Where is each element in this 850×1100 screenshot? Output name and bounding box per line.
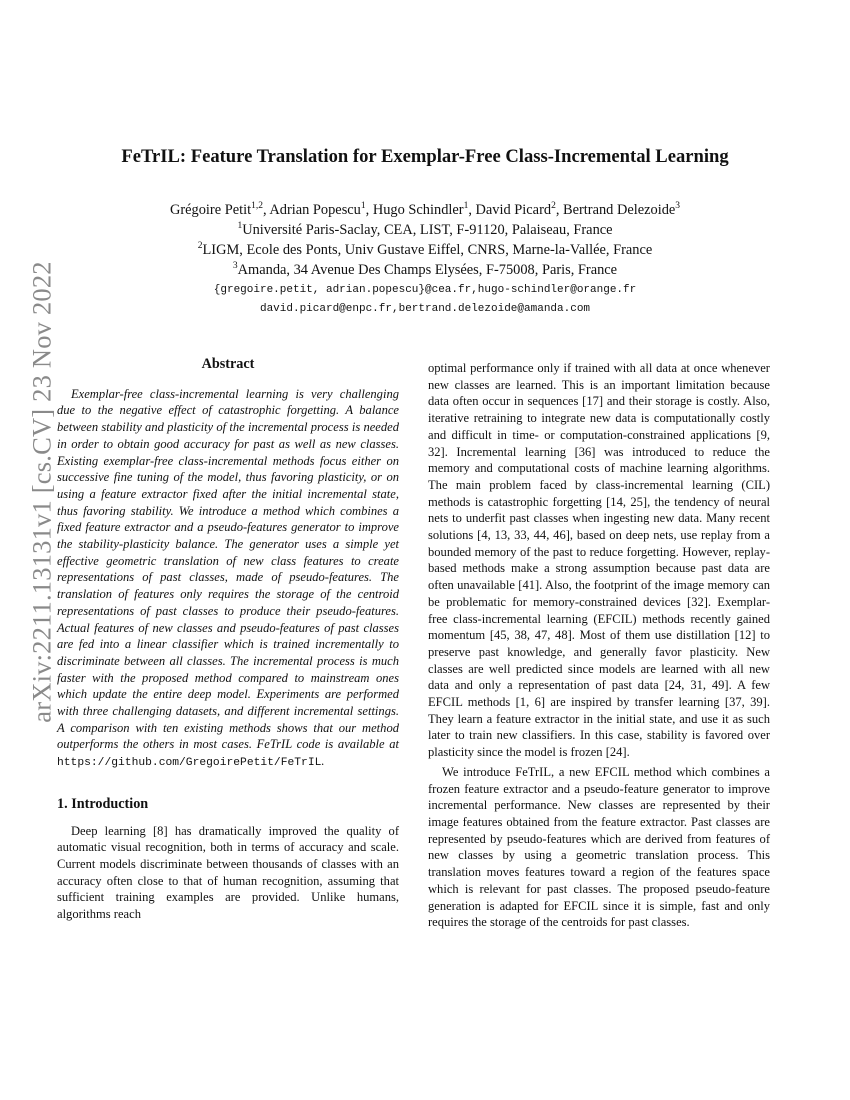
abstract-end: . xyxy=(321,754,325,769)
arxiv-stamp-text: arXiv:2211.13131v1 [cs.CV] 23 Nov 2022 xyxy=(26,261,57,723)
author-list xyxy=(60,200,790,220)
abstract-text xyxy=(57,386,399,772)
introduction-heading: 1. Introduction xyxy=(57,795,149,812)
author-name: , David Picard xyxy=(468,202,552,218)
affiliation-2 xyxy=(60,240,790,260)
affiliation-1 xyxy=(60,220,790,240)
right-column xyxy=(428,360,770,931)
affiliation-mark: 1 xyxy=(237,221,243,232)
email-line: {gregoire.petit, adrian.popescu}@cea.fr,hugo-schindler@orange.fr xyxy=(213,284,637,296)
author-name: , Hugo Schindler xyxy=(365,202,464,218)
author-affiliation-mark: 1 xyxy=(463,201,469,212)
code-url-link[interactable]: https://github.com/GregoirePetit/FeTrIL xyxy=(57,757,322,770)
affiliation-3 xyxy=(60,260,790,280)
author-name: , Adrian Popescu xyxy=(262,202,361,218)
author-affiliation-mark: 1,2 xyxy=(251,201,263,212)
email-line: david.picard@enpc.fr,bertrand.delezoide@amanda.com xyxy=(259,303,591,315)
author-affiliation-mark: 2 xyxy=(551,201,556,212)
introduction-paragraph-1: Deep learning [8] has dramatically improved the quality of automatic visual recognition, both in terms of accuracy and scale. Current models discriminate between thousands of classes with an accuracy often close to that of human recognition, assuming that sufficient training examples are provided. Unlike humans, algorithms reach xyxy=(57,823,399,922)
author-block xyxy=(60,200,790,280)
affiliation-text: Université Paris-Saclay, CEA, LIST, F-91120, Palaiseau, France xyxy=(242,222,613,238)
abstract-heading: Abstract xyxy=(201,356,255,372)
left-column xyxy=(57,356,399,923)
author-name: Grégoire Petit xyxy=(169,202,252,218)
email-block xyxy=(60,281,790,319)
paper-title: FeTrIL: Feature Translation for Exemplar-Free Class-Incremental Learning xyxy=(121,146,729,167)
author-name: , Bertrand Delezoide xyxy=(555,202,676,218)
abstract-body: Exemplar-free class-incremental learning is very challenging due to the negative effect of catastrophic forgetting. A balance between stability and plasticity of the incremental process is needed in order to obtain good accuracy for past as well as new classes. Existing exemplar-free class-incremental methods focus either on successive fine tuning of the model, thus favoring plasticity, or on using a feature extractor fixed after the initial incremental state, thus favoring stability. We introduce a method which combines a fixed feature extractor and a pseudo-features generator to improve the stability-plasticity balance. The generator uses a simple yet effective geometric translation of new class features to create representations of past classes, made of pseudo-features. The translation of features only requires the storage of the centroid representations of past classes to produce their pseudo-features. Actual features of new classes and pseudo-features of past classes are fed into a linear classifier which is trained incrementally to discriminate between all classes. The incremental process is much faster with the proposed method compared to mainstream ones which update the entire deep model. Experiments are performed with three challenging datasets, and different incremental settings. A comparison with ten existing methods shows that our method outperforms the others in most cases. FeTrIL code is available at xyxy=(57,386,399,752)
introduction-paragraph-2: We introduce FeTrIL, a new EFCIL method which combines a frozen feature extractor and a pseudo-feature generator to improve incremental performance. New classes are represented by their image features obtained from the feature extractor. Past classes are represented by pseudo-features which are derived from features of new classes by using a geometric translation process. This translation moves features toward a region of the features space which is relevant for past classes. The proposed pseudo-feature generation is adapted for EFCIL since it is simple, fast and only requires the storage of the centroids for past classes. xyxy=(428,764,770,930)
affiliation-text: Amanda, 34 Avenue Des Champs Elysées, F-75008, Paris, France xyxy=(237,262,618,278)
affiliation-text: LIGM, Ecole des Ponts, Univ Gustave Eiffel, CNRS, Marne-la-Vallée, France xyxy=(202,242,653,258)
author-affiliation-mark: 1 xyxy=(360,201,366,212)
author-affiliation-mark: 3 xyxy=(675,201,681,212)
affiliation-mark: 3 xyxy=(232,261,238,272)
introduction-paragraph-1-continued: optimal performance only if trained with all data at once whenever new classes are learned. This is an important limitation because data often occur in sequences [17] and their storage is costly. Also, iterative retraining to integrate new data is computationally costly and difficult in time- or computation-constrained applications [9, 32]. Incremental learning [36] was introduced to reduce the memory and computational costs of machine learning algorithms. The main problem faced by class-incremental learning (CIL) methods is catastrophic forgetting [14, 25], the tendency of neural nets to underfit past classes when ingesting new data. Many recent solutions [4, 13, 33, 44, 46], based on deep nets, use replay from a bounded memory of the past to reduce forgetting. However, replay-based methods make a strong assumption because past data are often unavailable [41]. Also, the footprint of the image memory can be problematic for memory-constrained devices [32]. Exemplar-free class-incremental learning (EFCIL) methods recently gained momentum [45, 38, 47, 48]. Most of them use distillation [12] to preserve past knowledge, and generally favor plasticity. New classes are well predicted since models are learned with all new data and only a representation of past data [24, 31, 49]. A few EFCIL methods [1, 6] are inspired by transfer learning [37, 39]. They learn a feature extractor in the initial state, and use it as such later to train new classifiers. In this case, stability is favored over plasticity since the model is frozen [24]. xyxy=(428,361,770,760)
affiliation-mark: 2 xyxy=(197,241,203,252)
